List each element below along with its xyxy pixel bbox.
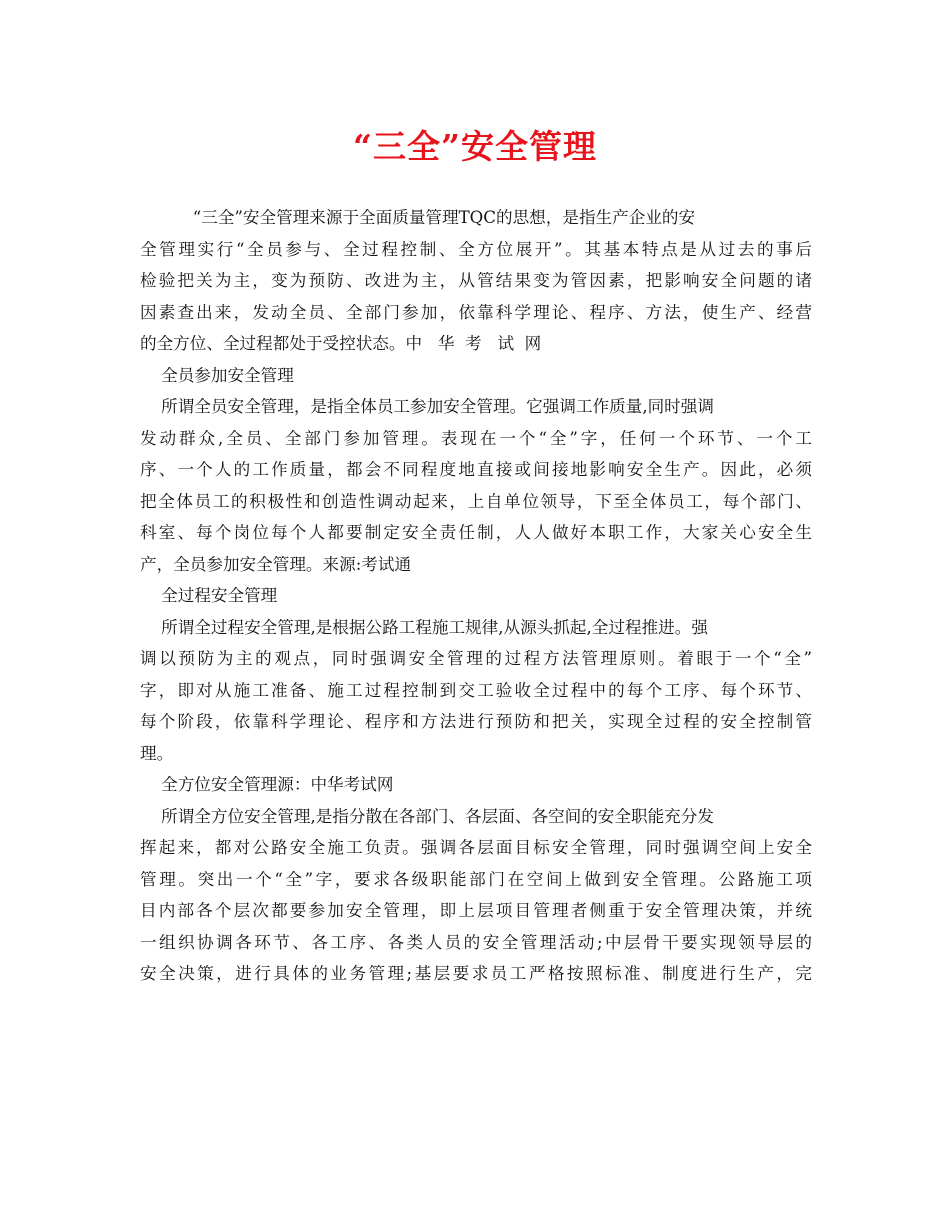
text-line: 所谓全过程安全管理,是根据公路工程施工规律,从源头抓起,全过程推进。强 — [140, 617, 708, 637]
text-line: 管理。突出一个“全”字，要求各级职能部门在空间上做到安全管理。公路施工项 — [140, 869, 812, 889]
document-title: “三全”安全管理 — [353, 127, 597, 166]
text-line: 所谓全员安全管理，是指全体员工参加安全管理。它强调工作质量,同时强调 — [140, 397, 714, 416]
text-line: 全过程安全管理 — [140, 586, 278, 605]
text-line: 调以预防为主的观点，同时强调安全管理的过程方法管理原则。着眼于一个“全” — [140, 649, 812, 668]
text-line: 全方位安全管理源：中华考试网 — [140, 775, 394, 794]
text-line: “三全”安全管理来源于全面质量管理TQC的思想，是指生产企业的安 — [140, 208, 696, 227]
document-body — [140, 202, 812, 990]
text-line: 理。 — [140, 743, 174, 763]
text-line: 每个阶段，依靠科学理论、程序和方法进行预防和把关，实现全过程的安全控制管 — [140, 712, 812, 731]
text-line: 挥起来，都对公路安全施工负责。强调各层面目标安全管理，同时强调空间上安全 — [140, 838, 812, 857]
text-line: 序、一个人的工作质量，都会不同程度地直接或间接地影响安全生产。因此，必须 — [140, 460, 812, 479]
text-line: 目内部各个层次都要参加安全管理，即上层项目管理者侧重于安全管理决策，并统 — [140, 901, 812, 920]
text-line: 一组织协调各环节、各工序、各类人员的安全管理活动;中层骨干要实现领导层的 — [140, 932, 812, 952]
text-line: 检验把关为主，变为预防、改进为主，从管结果变为管因素，把影响安全问题的诸 — [140, 271, 812, 290]
text-line: 科室、每个岗位每个人都要制定安全责任制，人人做好本职工作，大家关心安全生 — [140, 523, 812, 542]
text-line: 把全体员工的积极性和创造性调动起来，上自单位领导，下至全体员工，每个部门、 — [140, 491, 812, 511]
text-line: 全员参加安全管理 — [140, 365, 294, 385]
text-line: 的全方位、全过程都处于受控状态。中 华 考 试 网 — [140, 334, 542, 353]
text-line: 字，即对从施工准备、施工过程控制到交工验收全过程中的每个工序、每个环节、 — [140, 680, 812, 700]
text-line: 所谓全方位安全管理,是指分散在各部门、各层面、各空间的安全职能充分发 — [140, 806, 714, 826]
text-line: 因素查出来，发动全员、全部门参加，依靠科学理论、程序、方法，使生产、经营 — [140, 302, 812, 322]
text-line: 产，全员参加安全管理。来源:考试通 — [140, 554, 412, 574]
text-line: 发动群众,全员、全部门参加管理。表现在一个“全”字，任何一个环节、一个工 — [140, 428, 812, 448]
text-line: 安全决策，进行具体的业务管理;基层要求员工严格按照标准、制度进行生产，完 — [140, 964, 812, 983]
text-line: 全管理实行“全员参与、全过程控制、全方位展开”。其基本特点是从过去的事后 — [140, 239, 812, 259]
